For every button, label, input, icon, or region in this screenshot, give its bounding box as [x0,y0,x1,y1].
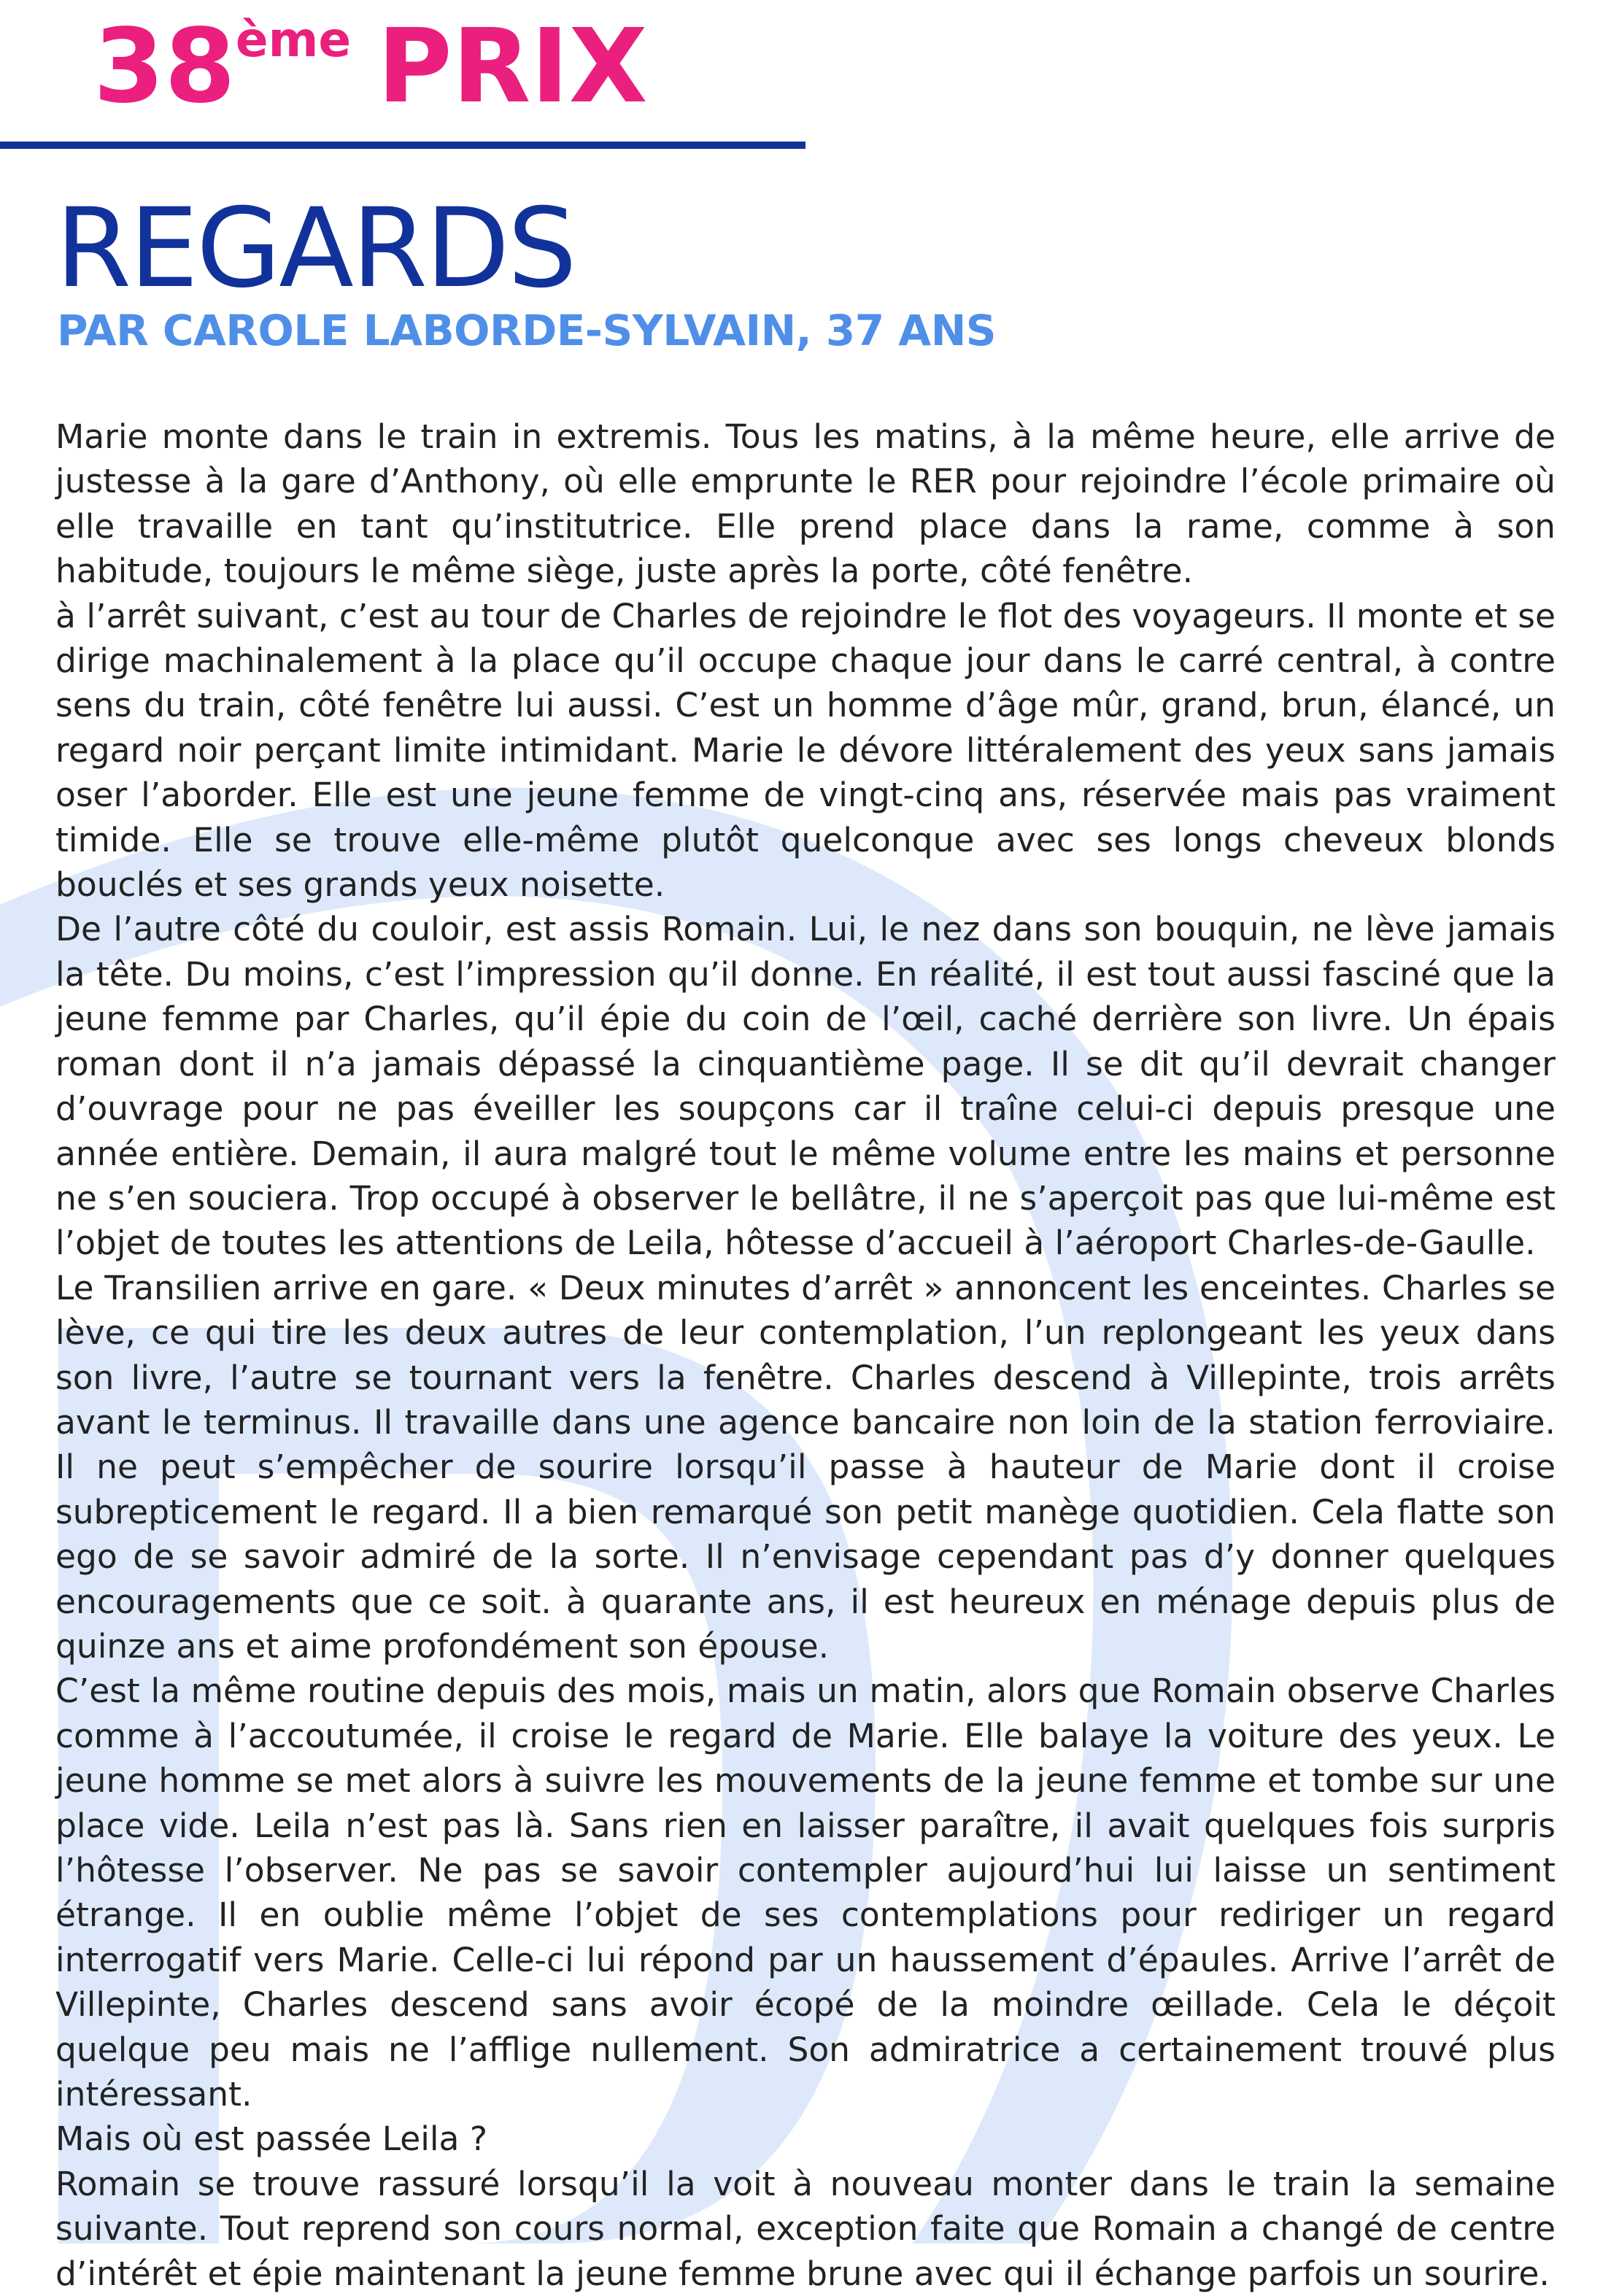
paragraph: Mais où est passée Leila ? [55,2119,488,2159]
paragraph: Romain se trouve rassuré lorsqu’il la voit à nouveau monter dans le train la semaine suivante. Tout reprend son cours normal, exception faite que Romain a changé de centre d’intérêt et épie maintenant la jeune femme brune avec qui il échange parfois un sourire. [55,2164,1556,2293]
paragraph: Marie monte dans le train in extremis. Tous les matins, à la même heure, elle arrive de justesse à la gare d’Anthony, où elle emprunte le RER pour rejoindre l’école primaire où elle travaille en tant qu’institutrice. Elle prend place dans la rame, comme à son habitude, toujours le même siège, juste après la porte, côté fenêtre. [55,417,1556,591]
story-body [55,414,1556,2296]
header-divider [0,142,806,149]
prize-header [93,7,648,126]
story-title: REGARDS [55,185,575,312]
prize-label: PRIX [377,7,648,126]
prize-ordinal-suffix: ème [235,12,352,68]
paragraph: à l’arrêt suivant, c’est au tour de Charles de rejoindre le flot des voyageurs. Il monte et se dirige machinalement à la place qu’il occupe chaque jour dans le carré central, à contre sens du train, côté fenêtre lui aussi. C’est un homme d’âge mûr, grand, brun, élancé, un regard noir perçant limite intimidant. Marie le dévore littéralement des yeux sans jamais oser l’aborder. Elle est une jeune femme de vingt-cinq ans, réservée mais pas vraiment timide. Elle se trouve elle-même plutôt quelconque avec ses longs cheveux blonds bouclés et ses grands yeux noisette. [55,596,1556,905]
paragraph: De l’autre côté du couloir, est assis Romain. Lui, le nez dans son bouquin, ne lève jamais la tête. Du moins, c’est l’impression qu’il donne. En réalité, il est tout aussi fasciné que la jeune femme par Charles, qu’il épie du coin de l’œil, caché derrière son livre. Un épais roman dont il n’a jamais dépassé la cinquantième page. Il se dit qu’il devrait changer d’ouvrage pour ne pas éveiller les soupçons car il traîne celui-ci depuis presque une année entière. Demain, il aura malgré tout le même volume entre les mains et personne ne s’en souciera. Trop occupé à observer le bellâtre, il ne s’aperçoit pas que lui-même est l’objet de toutes les attentions de Leila, hôtesse d’accueil à l’aéroport Charles-de-Gaulle. [55,910,1556,1263]
prize-number: 38 [93,7,236,126]
story-byline: PAR CAROLE LABORDE-SYLVAIN, 37 ANS [57,306,997,355]
paragraph: Le Transilien arrive en gare. « Deux minutes d’arrêt » annoncent les enceintes. Charles se lève, ce qui tire les deux autres de leur contemplation, l’un replongeant les yeux dans son livre, l’autre se tournant vers la fenêtre. Charles descend à Villepinte, trois arrêts avant le terminus. Il travaille dans une agence bancaire non loin de la station ferroviaire. Il ne peut s’empêcher de sourire lorsqu’il passe à hauteur de Marie dont il croise subrepticement le regard. Il a bien remarqué son petit manège quotidien. Cela flatte son ego de se savoir admiré de la sorte. Il n’envisage cependant pas d’y donner quelques encouragements que ce soit. à quarante ans, il est heureux en ménage depuis plus de quinze ans et aime profondément son épouse. [55,1268,1556,1666]
paragraph: C’est la même routine depuis des mois, mais un matin, alors que Romain observe Charles comme à l’accoutumée, il croise le regard de Marie. Elle balaye la voiture des yeux. Le jeune homme se met alors à suivre les mouvements de la jeune femme et tombe sur une place vide. Leila n’est pas là. Sans rien en laisser paraître, il avait quelques fois surpris l’hôtesse l’observer. Ne pas se savoir contempler aujourd’hui lui laisse un sentiment étrange. Il en oublie même l’objet de ses contemplations pour rediriger un regard interrogatif vers Marie. Celle-ci lui répond par un haussement d’épaules. Arrive l’arrêt de Villepinte, Charles descend sans avoir écopé de la moindre œillade. Cela le déçoit quelque peu mais ne l’afflige nullement. Son admiratrice a certainement trouvé plus intéressant. [55,1671,1556,2114]
